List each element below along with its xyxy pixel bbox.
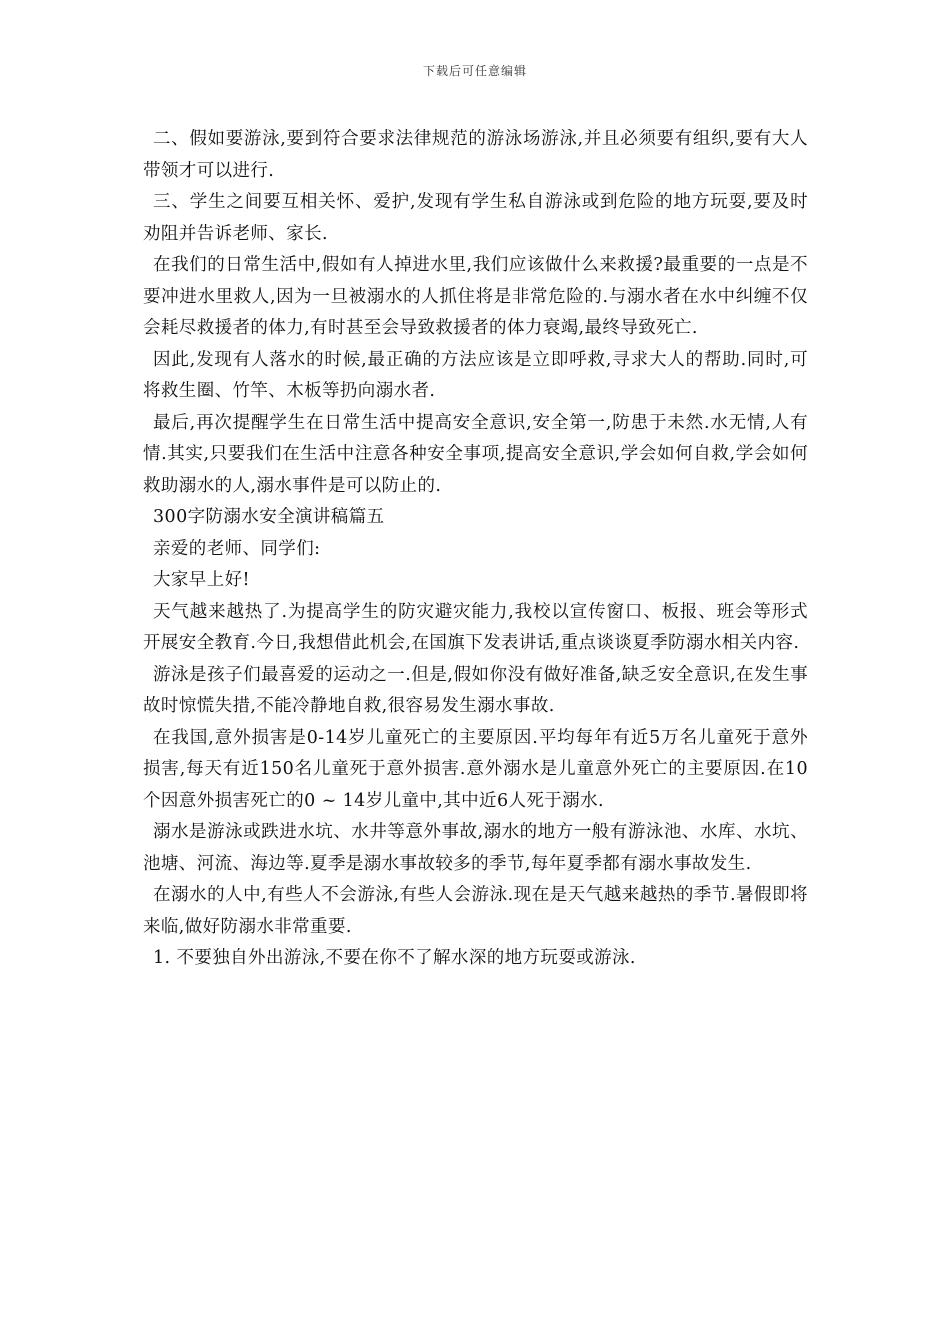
paragraph: 在溺水的人中,有些人不会游泳,有些人会游泳.现在是天气越来越热的季节.暑假即将来临,做好防溺水非常重要. — [143, 885, 808, 937]
greeting: 大家早上好! — [153, 570, 250, 590]
paragraph: 在我国,意外损害是0-14岁儿童死亡的主要原因.平均每年有近5万名儿童死于意外损害,每天有近150名儿童死于意外损害.意外溺水是儿童意外死亡的主要原因.在10个因意外损害死亡的0 ~ 14岁儿童中,其中近6人死于溺水. — [143, 727, 808, 811]
paragraph: 二、假如要游泳,要到符合要求法律规范的游泳场游泳,并且必须要有组织,要有大人带领才可以进行. — [143, 129, 808, 181]
paragraph: 最后,再次提醒学生在日常生活中提高安全意识,安全第一,防患于未然.水无情,人有情.其实,只要我们在生活中注意各种安全事项,提高安全意识,学会如何自救,学会如何救助溺水的人,溺水事件是可以防止的. — [143, 412, 808, 496]
salutation: 亲爱的老师、同学们: — [153, 538, 321, 559]
paragraph: 因此,发现有人落水的时候,最正确的方法应该是立即呼救,寻求大人的帮助.同时,可将救生圈、竹竿、木板等扔向溺水者. — [143, 349, 808, 401]
document-body — [143, 124, 808, 975]
paragraph: 溺水是游泳或跌进水坑、水井等意外事故,溺水的地方一般有游泳池、水库、水坑、池塘、河流、海边等.夏季是溺水事故较多的季节,每年夏季都有溺水事故发生. — [143, 822, 808, 874]
paragraph: 游泳是孩子们最喜爱的运动之一.但是,假如你没有做好准备,缺乏安全意识,在发生事故时惊慌失措,不能冷静地自救,很容易发生溺水事故. — [143, 664, 808, 716]
paragraph: 三、学生之间要互相关怀、爱护,发现有学生私自游泳或到危险的地方玩耍,要及时劝阻并告诉老师、家长. — [143, 192, 808, 244]
paragraph: 在我们的日常生活中,假如有人掉进水里,我们应该做什么来救援?最重要的一点是不要冲进水里救人,因为一旦被溺水的人抓住将是非常危险的.与溺水者在水中纠缠不仅会耗尽救援者的体力,有时甚至会导致救援者的体力衰竭,最终导致死亡. — [143, 255, 808, 338]
section-title: 300字防溺水安全演讲稿篇五 — [153, 507, 385, 527]
list-item: 1. 不要独自外出游泳,不要在你不了解水深的地方玩耍或游泳. — [153, 948, 636, 968]
page-header: 下载后可任意编辑 — [422, 64, 527, 78]
paragraph: 天气越来越热了.为提高学生的防灾避灾能力,我校以宣传窗口、板报、班会等形式开展安全教育.今日,我想借此机会,在国旗下发表讲话,重点谈谈夏季防溺水相关内容. — [143, 601, 808, 653]
